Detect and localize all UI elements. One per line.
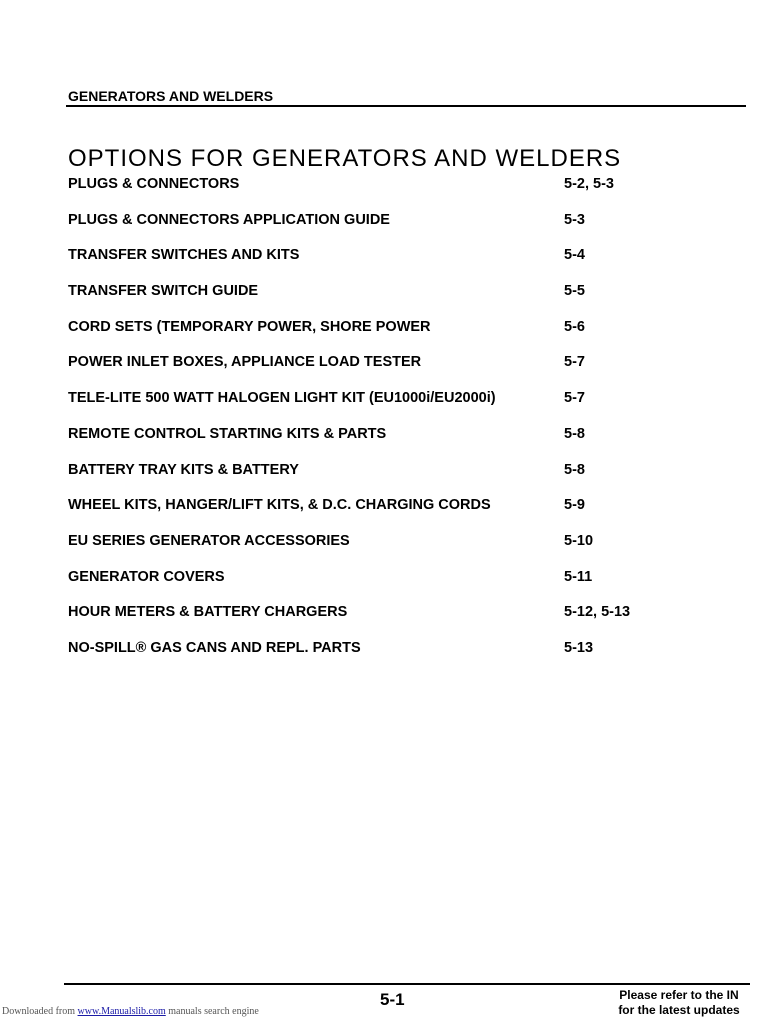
toc-item-pages: 5-13	[564, 639, 594, 656]
toc-item-title[interactable]: GENERATOR COVERS	[68, 568, 225, 585]
toc-row[interactable]	[68, 352, 708, 388]
toc-item-pages: 5-8	[564, 425, 585, 442]
toc-item-title[interactable]: NO-SPILL® GAS CANS AND REPL. PARTS	[68, 639, 361, 656]
page-title: OPTIONS FOR GENERATORS AND WELDERS	[68, 145, 622, 173]
watermark-prefix: Downloaded from	[2, 1006, 76, 1017]
section-header: GENERATORS AND WELDERS	[68, 88, 274, 104]
toc-item-title[interactable]: TRANSFER SWITCH GUIDE	[68, 283, 259, 300]
watermark-suffix: manuals search engine	[168, 1006, 259, 1017]
toc-item-title[interactable]: EU SERIES GENERATOR ACCESSORIES	[68, 532, 350, 549]
toc-item-pages: 5-8	[564, 461, 585, 478]
toc-item-pages: 5-4	[564, 247, 585, 264]
toc-item-title[interactable]: TRANSFER SWITCHES AND KITS	[68, 247, 300, 264]
toc-row[interactable]	[68, 245, 708, 281]
toc-item-title[interactable]: TELE-LITE 500 WATT HALOGEN LIGHT KIT (EU1000i/EU2000i)	[68, 390, 496, 407]
toc-item-title[interactable]: HOUR METERS & BATTERY CHARGERS	[68, 604, 348, 621]
toc-item-title[interactable]: PLUGS & CONNECTORS	[68, 176, 240, 192]
toc-row[interactable]	[68, 210, 708, 246]
toc-item-pages: 5-7	[564, 354, 585, 371]
toc-item-pages: 5-11	[564, 568, 593, 585]
toc-item-pages: 5-3	[564, 211, 585, 228]
toc-item-title[interactable]: REMOTE CONTROL STARTING KITS & PARTS	[68, 425, 387, 442]
toc-item-pages: 5-12, 5-13	[564, 604, 631, 621]
toc-row[interactable]	[68, 460, 708, 496]
watermark-link[interactable]: www.Manualslib.com	[77, 1006, 166, 1017]
footer-note	[604, 988, 754, 1018]
toc-row[interactable]	[68, 388, 708, 424]
toc-row[interactable]	[68, 531, 708, 567]
footer-note-line: for the latest updates	[618, 1003, 740, 1017]
toc-item-title[interactable]: WHEEL KITS, HANGER/LIFT KITS, & D.C. CHARGING CORDS	[68, 497, 491, 514]
toc-item-title[interactable]: BATTERY TRAY KITS & BATTERY	[68, 461, 299, 478]
toc-row[interactable]	[68, 602, 708, 638]
toc-row[interactable]	[68, 567, 708, 603]
toc-row[interactable]	[68, 317, 708, 353]
toc-item-title[interactable]: POWER INLET BOXES, APPLIANCE LOAD TESTER	[68, 354, 422, 371]
toc-item-title[interactable]: CORD SETS (TEMPORARY POWER, SHORE POWER	[68, 318, 431, 335]
toc-item-title[interactable]: PLUGS & CONNECTORS APPLICATION GUIDE	[68, 211, 390, 228]
toc-item-pages: 5-2, 5-3	[564, 176, 614, 192]
toc-row[interactable]	[68, 281, 708, 317]
toc-item-pages: 5-6	[564, 318, 585, 335]
toc-item-pages: 5-7	[564, 390, 585, 407]
toc-item-pages: 5-5	[564, 283, 585, 300]
table-of-contents	[68, 174, 708, 674]
header-divider	[66, 105, 746, 107]
toc-item-pages: 5-10	[564, 532, 594, 549]
toc-row[interactable]	[68, 174, 708, 210]
toc-row[interactable]	[68, 495, 708, 531]
footer-divider	[64, 983, 750, 985]
download-watermark	[2, 1005, 259, 1018]
page-number: 5-1	[380, 990, 405, 1009]
toc-row[interactable]	[68, 638, 708, 674]
toc-item-pages: 5-9	[564, 497, 585, 514]
toc-row[interactable]	[68, 424, 708, 460]
footer-note-line: Please refer to the IN	[619, 988, 739, 1002]
